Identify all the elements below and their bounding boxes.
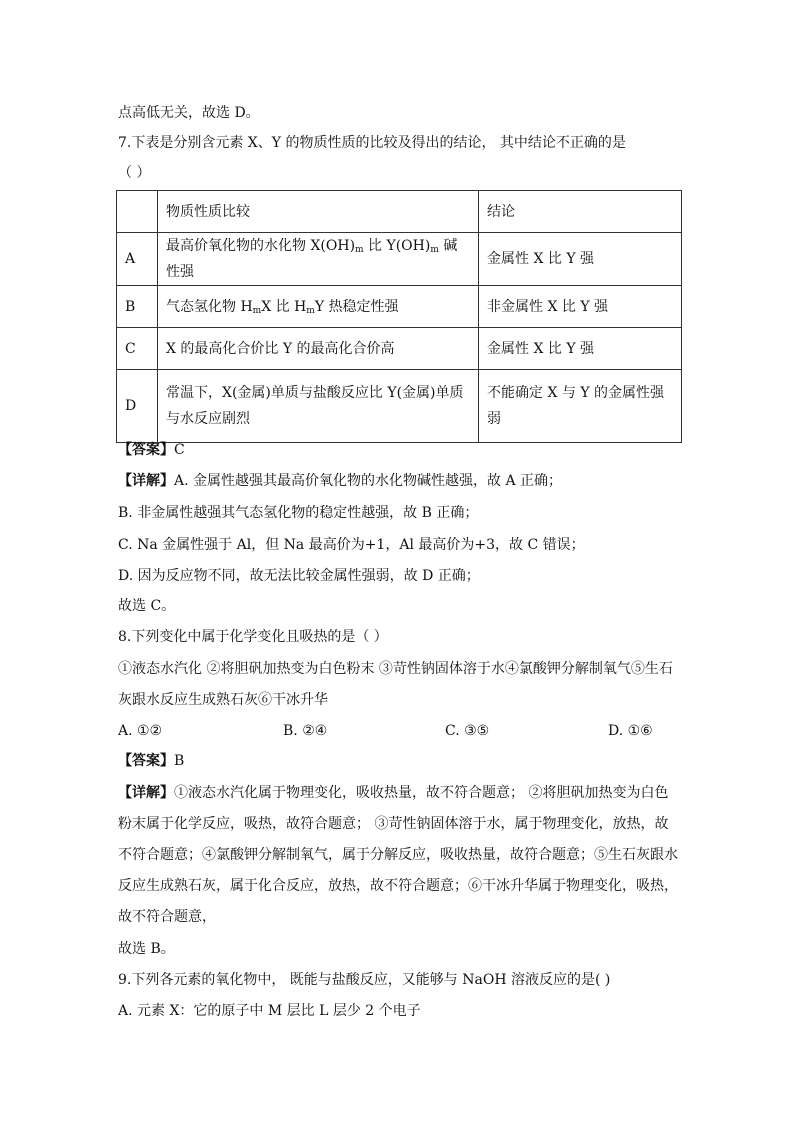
choice-c: C. ③⑤ xyxy=(445,723,490,739)
answer-label: 【答案】 xyxy=(118,753,174,769)
table-row xyxy=(117,286,682,328)
table-header-row xyxy=(117,191,682,233)
comparison-cell: 常温下，X(金属)单质与盐酸反应比 Y(金属)单质与水反应剧烈 xyxy=(158,370,479,443)
detail-line: 故选 C。 xyxy=(118,598,176,614)
detail-line: 不符合题意；④氯酸钾分解制氧气，属于分解反应，吸收热量，故符合题意；⑤生石灰跟水 xyxy=(118,847,678,863)
detail-text: ①液态水汽化属于物理变化，吸收热量，故不符合题意； ②将胆矾加热变为白色 xyxy=(174,785,669,801)
question-8-stem: 8.下列变化中属于化学变化且吸热的是（ ） xyxy=(118,629,388,645)
answer-value: C xyxy=(174,442,185,458)
choice-d: D. ①⑥ xyxy=(608,723,653,739)
comparison-cell: 气态氢化物 $H_mX$ 比 $H_mY$ 热稳定性强 xyxy=(158,286,479,328)
row-label: C xyxy=(117,328,158,370)
question-7-stem: 7.下表是分别含元素 X、Y 的物质性质的比较及得出的结论， 其中结论不正确的是 xyxy=(118,135,626,151)
table-row xyxy=(117,233,682,286)
row-label: D xyxy=(117,370,158,443)
conclusion-cell: 金属性 X 比 Y 强 xyxy=(479,328,682,370)
comparison-table xyxy=(116,190,682,443)
answer-parentheses: （ ） xyxy=(118,165,151,181)
detail-line: 反应生成熟石灰，属于化合反应，放热，故不符合题意；⑥干冰升华属于物理变化，吸热， xyxy=(118,878,678,894)
choice-a: A. 元素 X：它的原子中 M 层比 L 层少 2 个电子 xyxy=(118,1003,421,1019)
answer-line xyxy=(118,751,184,771)
detail-line: 粉末属于化学反应，吸热，故符合题意； ③苛性钠固体溶于水，属于物理变化，放热，故 xyxy=(118,816,669,832)
conclusion-cell: 金属性 X 比 Y 强 xyxy=(479,233,682,286)
detail-line: B. 非金属性越强其气态氢化物的稳定性越强，故 B 正确； xyxy=(118,505,479,521)
detail-label: 【详解】 xyxy=(118,785,174,801)
detail-line: D. 因为反应物不同，故无法比较金属性强弱，故 D 正确； xyxy=(118,568,480,584)
table-row xyxy=(117,328,682,370)
answer-label: 【答案】 xyxy=(118,442,174,458)
comparison-cell: 最高价氧化物的水化物 $X(OH)_m$ 比 $Y(OH)_m$ 碱性强 xyxy=(158,233,479,286)
row-label: A xyxy=(117,233,158,286)
detail-text: A. 金属性越强其最高价氧化物的水化物碱性越强，故 A 正确； xyxy=(174,473,563,489)
question-8-options: ①液态水汽化 ②将胆矾加热变为白色粉末 ③苛性钠固体溶于水④氯酸钾分解制氧气⑤生石 xyxy=(118,661,673,677)
detail-line xyxy=(118,783,668,803)
choice-b: B. ②④ xyxy=(283,723,328,739)
choice-a: A. ①② xyxy=(118,723,163,739)
detail-line: 故不符合题意， xyxy=(118,909,216,925)
answer-line xyxy=(118,440,185,460)
conclusion-cell: 不能确定 X 与 Y 的金属性强弱 xyxy=(479,370,682,443)
comparison-cell: X 的最高化合价比 Y 的最高化合价高 xyxy=(158,328,479,370)
detail-line xyxy=(118,471,562,491)
table-row xyxy=(117,370,682,443)
detail-label: 【详解】 xyxy=(118,473,174,489)
text-line: 点高低无关，故选 D。 xyxy=(118,105,260,121)
answer-value: B xyxy=(174,753,185,769)
header-cell-conclusion: 结论 xyxy=(479,191,682,233)
conclusion-cell: 非金属性 X 比 Y 强 xyxy=(479,286,682,328)
detail-line: C. Na 金属性强于 Al，但 Na 最高价为+1，Al 最高价为+3，故 C 错误； xyxy=(118,537,585,553)
detail-line: 故选 B。 xyxy=(118,941,175,957)
header-cell-empty xyxy=(117,191,158,233)
question-8-options: 灰跟水反应生成熟石灰⑥干冰升华 xyxy=(118,692,328,708)
header-cell-comparison: 物质性质比较 xyxy=(158,191,479,233)
row-label: B xyxy=(117,286,158,328)
question-9-stem: 9.下列各元素的氧化物中， 既能与盐酸反应，又能够与 NaOH 溶液反应的是( ) xyxy=(118,972,611,988)
